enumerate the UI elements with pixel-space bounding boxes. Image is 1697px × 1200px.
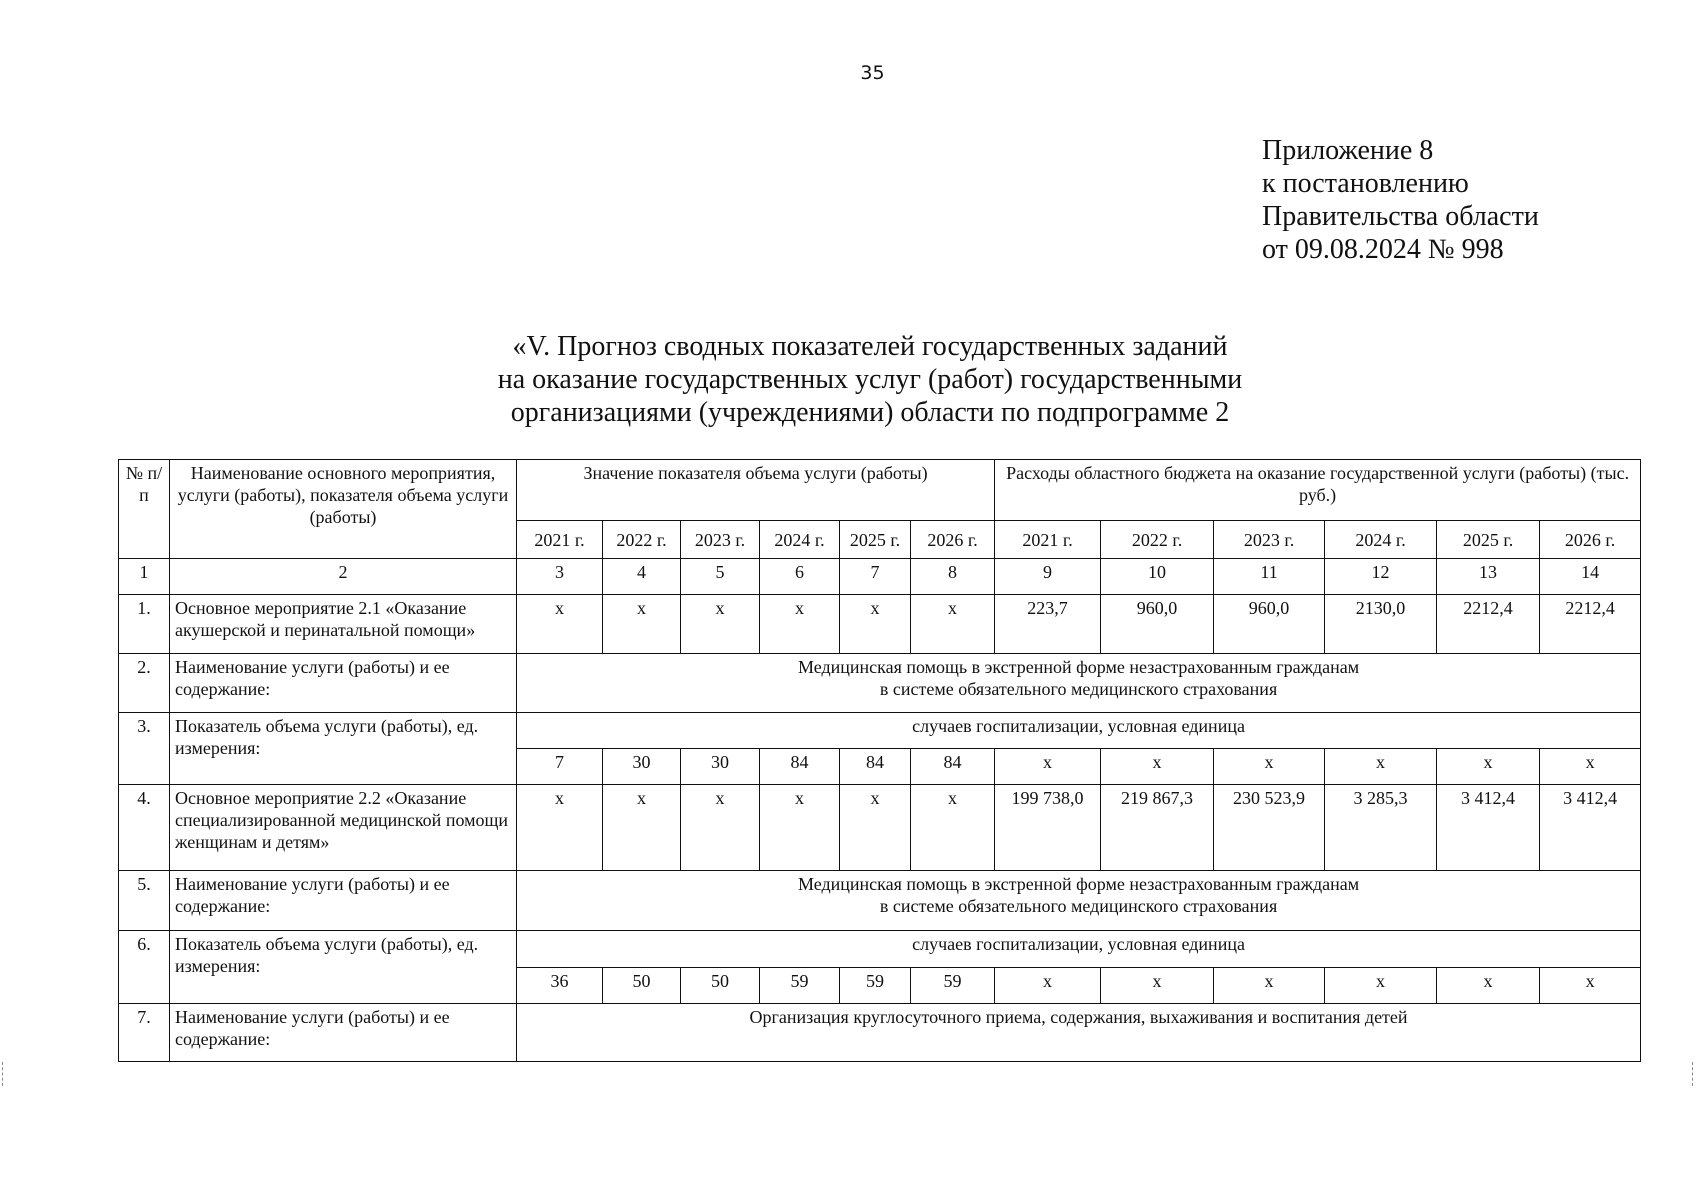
header-year: 2023 г.	[1214, 521, 1325, 559]
header-row	[119, 460, 1641, 521]
appendix-line: Правительства области	[1262, 201, 1539, 232]
value-cell: х	[1101, 749, 1214, 785]
table-row	[119, 713, 1641, 749]
table-row	[119, 654, 1641, 713]
value-cell: х	[1325, 749, 1437, 785]
row-name: Показатель объема услуги (работы), ед. измерения:	[170, 931, 517, 1004]
title-line: на оказание государственных услуг (работ) государственными	[497, 364, 1243, 395]
header-expense-group: Расходы областного бюджета на оказание государственной услуги (работы) (тыс. руб.)	[995, 460, 1641, 521]
unit-of-measure: случаев госпитализации, условная единица	[517, 713, 1641, 749]
value-cell: х	[1325, 968, 1437, 1004]
column-number: 10	[1101, 559, 1214, 595]
value-cell: х	[1540, 749, 1641, 785]
value-cell: 84	[911, 749, 995, 785]
header-volume-group: Значение показателя объема услуги (работы)	[517, 460, 995, 521]
column-number: 3	[517, 559, 603, 595]
value-cell: х	[681, 595, 760, 654]
value-cell: х	[760, 785, 840, 871]
header-name: Наименование основного мероприятия, услуги (работы), показателя объема услуги (работы)	[170, 460, 517, 559]
row-number: 6.	[119, 931, 170, 1004]
value-cell: 3 285,3	[1325, 785, 1437, 871]
column-number: 11	[1214, 559, 1325, 595]
value-cell: х	[995, 968, 1101, 1004]
value-cell: 960,0	[1214, 595, 1325, 654]
column-number: 1	[119, 559, 170, 595]
value-cell: х	[517, 595, 603, 654]
value-cell: 59	[911, 968, 995, 1004]
service-description	[517, 654, 1641, 713]
value-cell: х	[1214, 749, 1325, 785]
header-year: 2022 г.	[603, 521, 681, 559]
value-cell: х	[517, 785, 603, 871]
value-cell: 2212,4	[1540, 595, 1641, 654]
column-numbers-row	[119, 559, 1641, 595]
row-name: Наименование услуги (работы) и ее содержание:	[170, 1004, 517, 1062]
service-description-line: Организация круглосуточного приема, содержания, выхаживания и воспитания детей	[749, 1007, 1408, 1027]
value-cell: х	[681, 785, 760, 871]
appendix-line: к постановлению	[1262, 168, 1469, 199]
value-cell: х	[1101, 968, 1214, 1004]
column-number: 14	[1540, 559, 1641, 595]
value-cell: 59	[840, 968, 911, 1004]
header-year: 2021 г.	[517, 521, 603, 559]
row-number: 1.	[119, 595, 170, 654]
value-cell: х	[1437, 968, 1540, 1004]
title-line: «V. Прогноз сводных показателей государственных заданий	[512, 331, 1228, 362]
value-cell: 59	[760, 968, 840, 1004]
value-cell: 30	[681, 749, 760, 785]
header-year: 2026 г.	[1540, 521, 1641, 559]
column-number: 9	[995, 559, 1101, 595]
column-number: 4	[603, 559, 681, 595]
service-description-line: в системе обязательного медицинского страхования	[879, 896, 1278, 916]
scan-edge-mark	[2, 1062, 5, 1086]
value-cell: 30	[603, 749, 681, 785]
value-cell: 960,0	[1101, 595, 1214, 654]
scan-edge-mark	[1692, 1062, 1695, 1086]
table-row	[119, 931, 1641, 968]
value-cell: 36	[517, 968, 603, 1004]
column-number: 6	[760, 559, 840, 595]
value-cell: 50	[603, 968, 681, 1004]
value-cell: х	[1540, 968, 1641, 1004]
value-cell: х	[760, 595, 840, 654]
unit-of-measure: случаев госпитализации, условная единица	[517, 931, 1641, 968]
header-year: 2022 г.	[1101, 521, 1214, 559]
header-year: 2026 г.	[911, 521, 995, 559]
column-number: 2	[170, 559, 517, 595]
row-number: 5.	[119, 871, 170, 931]
value-cell: х	[1214, 968, 1325, 1004]
row-name: Основное мероприятие 2.2 «Оказание специализированной медицинской помощи женщинам и детям»	[170, 785, 517, 871]
value-cell: 3 412,4	[1540, 785, 1641, 871]
value-cell: 3 412,4	[1437, 785, 1540, 871]
appendix-reference	[1262, 134, 1539, 266]
header-year: 2024 г.	[760, 521, 840, 559]
service-description-line: Медицинская помощь в экстренной форме незастрахованным гражданам	[797, 657, 1360, 677]
value-cell: х	[1437, 749, 1540, 785]
service-description	[517, 871, 1641, 931]
table-row	[119, 595, 1641, 654]
value-cell: х	[603, 785, 681, 871]
service-description-line: Медицинская помощь в экстренной форме незастрахованным гражданам	[797, 874, 1360, 894]
value-cell: 7	[517, 749, 603, 785]
header-year: 2021 г.	[995, 521, 1101, 559]
row-number: 7.	[119, 1004, 170, 1062]
value-cell: 199 738,0	[995, 785, 1101, 871]
row-number: 2.	[119, 654, 170, 713]
header-year: 2025 г.	[1437, 521, 1540, 559]
value-cell: 2212,4	[1437, 595, 1540, 654]
value-cell: 2130,0	[1325, 595, 1437, 654]
document-title	[360, 330, 1380, 429]
service-description-line: в системе обязательного медицинского страхования	[879, 679, 1278, 699]
column-number: 13	[1437, 559, 1540, 595]
table-row	[119, 871, 1641, 931]
value-cell: 219 867,3	[1101, 785, 1214, 871]
column-number: 12	[1325, 559, 1437, 595]
value-cell: 230 523,9	[1214, 785, 1325, 871]
header-year: 2025 г.	[840, 521, 911, 559]
value-cell: х	[603, 595, 681, 654]
table-row	[119, 1004, 1641, 1062]
value-cell: 84	[760, 749, 840, 785]
title-line: организациями (учреждениями) области по подпрограмме 2	[510, 397, 1230, 428]
header-year: 2023 г.	[681, 521, 760, 559]
value-cell: х	[840, 595, 911, 654]
table-row	[119, 785, 1641, 871]
appendix-line: от 09.08.2024 № 998	[1262, 234, 1504, 265]
value-cell: 223,7	[995, 595, 1101, 654]
page-number: 35	[860, 62, 885, 84]
row-number: 3.	[119, 713, 170, 785]
value-cell: х	[911, 595, 995, 654]
value-cell: х	[911, 785, 995, 871]
value-cell: х	[840, 785, 911, 871]
column-number: 5	[681, 559, 760, 595]
row-name: Наименование услуги (работы) и ее содержание:	[170, 871, 517, 931]
column-number: 7	[840, 559, 911, 595]
service-description	[517, 1004, 1641, 1062]
row-name: Основное мероприятие 2.1 «Оказание акушерской и перинатальной помощи»	[170, 595, 517, 654]
forecast-table	[118, 459, 1641, 1062]
row-name: Наименование услуги (работы) и ее содержание:	[170, 654, 517, 713]
row-number: 4.	[119, 785, 170, 871]
header-num: № п/п	[119, 460, 170, 559]
value-cell: 84	[840, 749, 911, 785]
appendix-line: Приложение 8	[1262, 135, 1434, 166]
value-cell: 50	[681, 968, 760, 1004]
value-cell: х	[995, 749, 1101, 785]
row-name: Показатель объема услуги (работы), ед. измерения:	[170, 713, 517, 785]
header-year: 2024 г.	[1325, 521, 1437, 559]
column-number: 8	[911, 559, 995, 595]
